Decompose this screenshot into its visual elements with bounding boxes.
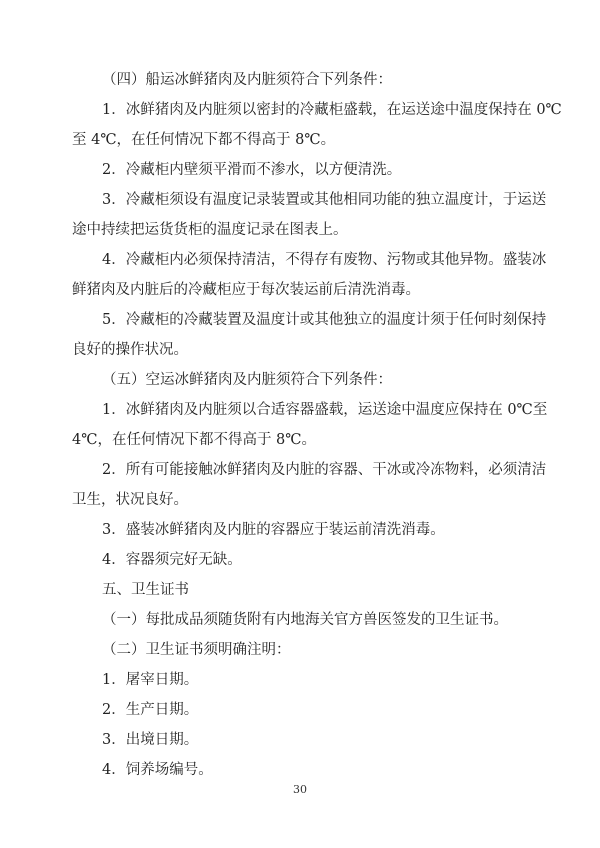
paragraph-line: 5．冷藏柜的冷藏装置及温度计或其他独立的温度计须于任何时刻保持	[102, 312, 547, 328]
section-heading-health-certificate: 五、卫生证书	[102, 582, 189, 598]
paragraph-line: （二）卫生证书须明确注明：	[102, 642, 291, 658]
page-number: 30	[293, 783, 307, 796]
list-item: 1．屠宰日期。	[102, 672, 199, 688]
paragraph-line: （一）每批成品须随货附有内地海关官方兽医签发的卫生证书。	[102, 612, 508, 628]
paragraph-line: 4．冷藏柜内必须保持清洁，不得存有废物、污物或其他异物。盛装冰	[102, 252, 547, 268]
paragraph-line: 鲜猪肉及内脏后的冷藏柜应于每次装运前后清洗消毒。	[72, 282, 420, 298]
document-body	[72, 70, 562, 780]
paragraph-line: 3．盛装冰鲜猪肉及内脏的容器应于装运前清洗消毒。	[102, 522, 445, 538]
paragraph-line: 途中持续把运货货柜的温度记录在图表上。	[72, 222, 348, 238]
section-heading-air-transport: （五）空运冰鲜猪肉及内脏须符合下列条件：	[102, 372, 392, 388]
list-item: 3．出境日期。	[102, 732, 199, 748]
paragraph-line: 4℃，在任何情况下都不得高于 8℃。	[72, 432, 316, 448]
paragraph-line: 2．所有可能接触冰鲜猪肉及内脏的容器、干冰或冷冻物料，必须清洁	[102, 462, 547, 478]
paragraph-line: 1．冰鲜猪肉及内脏须以密封的冷藏柜盛载，在运送途中温度保持在 0℃	[102, 102, 562, 118]
section-heading-sea-transport: （四）船运冰鲜猪肉及内脏须符合下列条件：	[102, 72, 392, 88]
paragraph-line: 1．冰鲜猪肉及内脏须以合适容器盛载，运送途中温度应保持在 0℃至	[102, 402, 548, 418]
paragraph-line: 至 4℃，在任何情况下都不得高于 8℃。	[72, 132, 336, 148]
paragraph-line: 卫生，状况良好。	[72, 492, 188, 508]
list-item: 4．饲养场编号。	[102, 762, 213, 778]
paragraph-line: 4．容器须完好无缺。	[102, 552, 242, 568]
paragraph-line: 2．冷藏柜内壁须平滑而不渗水，以方便清洗。	[102, 162, 402, 178]
paragraph-line: 良好的操作状况。	[72, 342, 188, 358]
list-item: 2．生产日期。	[102, 702, 199, 718]
paragraph-line: 3．冷藏柜须设有温度记录装置或其他相同功能的独立温度计，于运送	[102, 192, 547, 208]
